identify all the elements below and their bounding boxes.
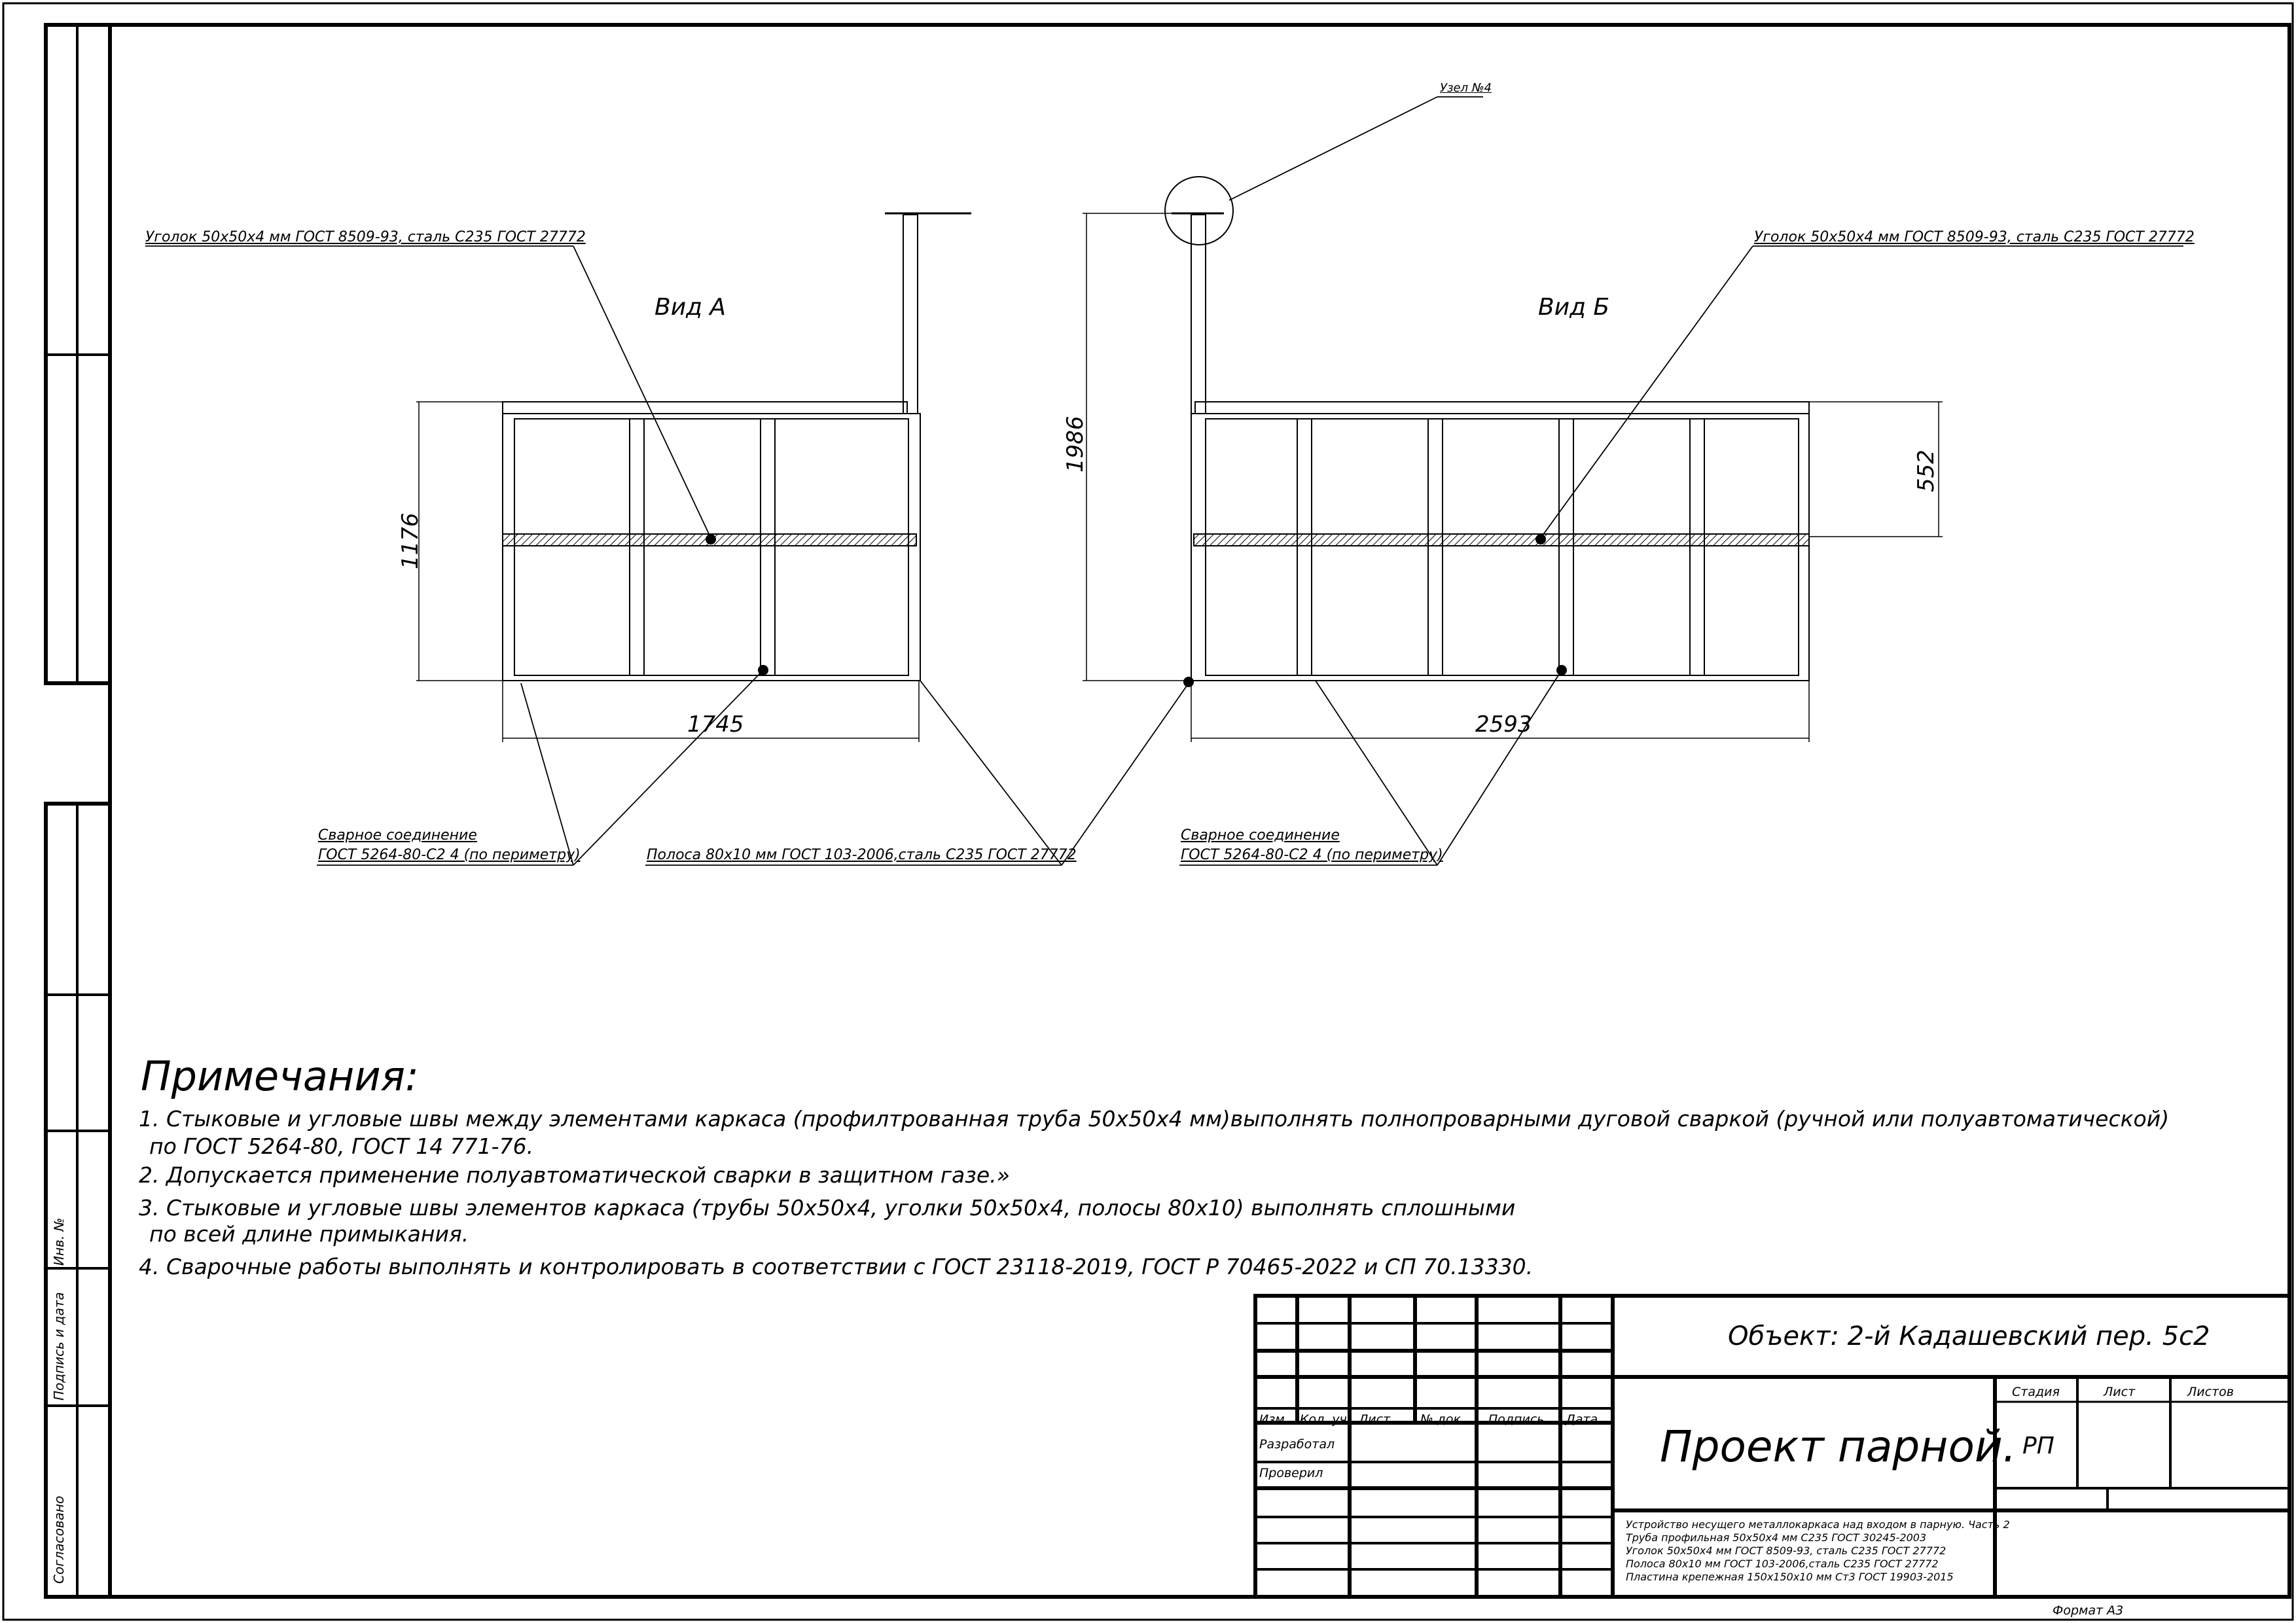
callout-strip: Полоса 80х10 мм ГОСТ 103-2006,сталь С235 ГОСТ 27772 bbox=[647, 847, 1077, 863]
tb-stage-hdr: Стадия bbox=[2012, 1385, 2060, 1399]
dim-a-height: 1176 bbox=[397, 512, 423, 569]
side-stamp-inv: Инв. № bbox=[51, 1217, 67, 1266]
tb-desc-3: Уголок 50х50х4 мм ГОСТ 8509-93, сталь С235 ГОСТ 27772 bbox=[1626, 1544, 1946, 1557]
callout-angle-b: Уголок 50х50х4 мм ГОСТ 8509-93, сталь С235 ГОСТ 27772 bbox=[1754, 229, 2195, 245]
tb-desc-1: Устройство несущего металлокаркаса над входом в парную. Часть 2 bbox=[1626, 1518, 2010, 1531]
dims-view-a bbox=[416, 402, 919, 742]
dim-a-width: 1745 bbox=[687, 711, 744, 738]
note-1a: 1. Стыковые и угловые швы между элементами каркаса (профилтрованная труба 50х50х4 мм)выполнять полнопроварными дуговой сваркой (ручной или полуавтоматической) bbox=[139, 1106, 2170, 1132]
note-1b: по ГОСТ 5264-80, ГОСТ 14 771-76. bbox=[149, 1133, 534, 1159]
frame-view-a bbox=[503, 213, 971, 681]
note-3b: по всей длине примыкания. bbox=[149, 1221, 469, 1247]
tb-sheets-hdr: Листов bbox=[2187, 1385, 2234, 1399]
callout-weld-b-2: ГОСТ 5264-80-С2 4 (по периметру) bbox=[1181, 847, 1443, 863]
tb-col-ndok: № док bbox=[1420, 1412, 1462, 1427]
tb-col-kol: Кол. уч bbox=[1300, 1412, 1347, 1427]
side-stamp-top bbox=[46, 25, 110, 683]
tb-object: Объект: 2-й Кадашевский пер. 5с2 bbox=[1728, 1321, 2210, 1351]
tb-col-izm: Изм. bbox=[1259, 1412, 1289, 1427]
callout-angle-a: Уголок 50х50х4 мм ГОСТ 8509-93, сталь С235 ГОСТ 27772 bbox=[145, 229, 586, 245]
tb-project: Проект парной. bbox=[1660, 1421, 2017, 1472]
note-4: 4. Сварочные работы выполнять и контролировать в соответствии с ГОСТ 23118-2019, ГОСТ Р 70465-2022 и СП 70.13330. bbox=[139, 1254, 1534, 1279]
leader-lines bbox=[145, 97, 2183, 865]
note-3a: 3. Стыковые и угловые швы элементов каркаса (трубы 50х50х4, уголки 50х50х4, полосы 80х10) выполнять сплошными bbox=[139, 1195, 1516, 1221]
note-2: 2. Допускается применение полуавтоматической сварки в защитном газе.» bbox=[139, 1162, 1010, 1188]
tb-col-list: Лист bbox=[1359, 1412, 1391, 1427]
tb-format: Формат А3 bbox=[2053, 1603, 2124, 1618]
callout-weld-a-2: ГОСТ 5264-80-С2 4 (по периметру) bbox=[318, 847, 581, 863]
dim-b-width: 2593 bbox=[1475, 711, 1532, 738]
tb-developed: Разработал bbox=[1259, 1437, 1335, 1452]
tb-sheet-hdr: Лист bbox=[2104, 1385, 2136, 1399]
tb-desc-2: Труба профильная 50х50х4 мм С235 ГОСТ 30245-2003 bbox=[1626, 1531, 1927, 1544]
callout-node: Узел №4 bbox=[1440, 81, 1492, 95]
frame-view-b bbox=[1165, 177, 1809, 681]
side-stamp-sign-date: Подпись и дата bbox=[51, 1292, 67, 1400]
tb-stage: РП bbox=[2022, 1433, 2054, 1459]
view-a-title: Вид А bbox=[655, 294, 726, 321]
view-b-title: Вид Б bbox=[1538, 294, 1610, 321]
tb-checked: Проверил bbox=[1259, 1466, 1323, 1480]
dim-b-total-height: 1986 bbox=[1062, 416, 1088, 473]
side-stamp-bottom bbox=[46, 804, 110, 1597]
side-stamp-agreed: Согласовано bbox=[51, 1495, 67, 1584]
notes-title: Примечания: bbox=[141, 1052, 419, 1100]
inner-frame bbox=[110, 25, 2289, 1597]
tb-col-data: Дата bbox=[1566, 1412, 1598, 1427]
tb-desc-5: Пластина крепежная 150х150х10 мм Ст3 ГОСТ 19903-2015 bbox=[1626, 1571, 1954, 1583]
tb-desc-4: Полоса 80х10 мм ГОСТ 103-2006,сталь С235 ГОСТ 27772 bbox=[1626, 1558, 1939, 1570]
tb-col-podp: Подпись bbox=[1488, 1412, 1545, 1427]
dim-b-partial-height: 552 bbox=[1913, 450, 1939, 492]
callout-weld-a-1: Сварное соединение bbox=[318, 827, 477, 844]
dims-view-b bbox=[1083, 213, 1943, 742]
callout-weld-b-1: Сварное соединение bbox=[1181, 827, 1340, 844]
leader-dots bbox=[706, 534, 1567, 687]
